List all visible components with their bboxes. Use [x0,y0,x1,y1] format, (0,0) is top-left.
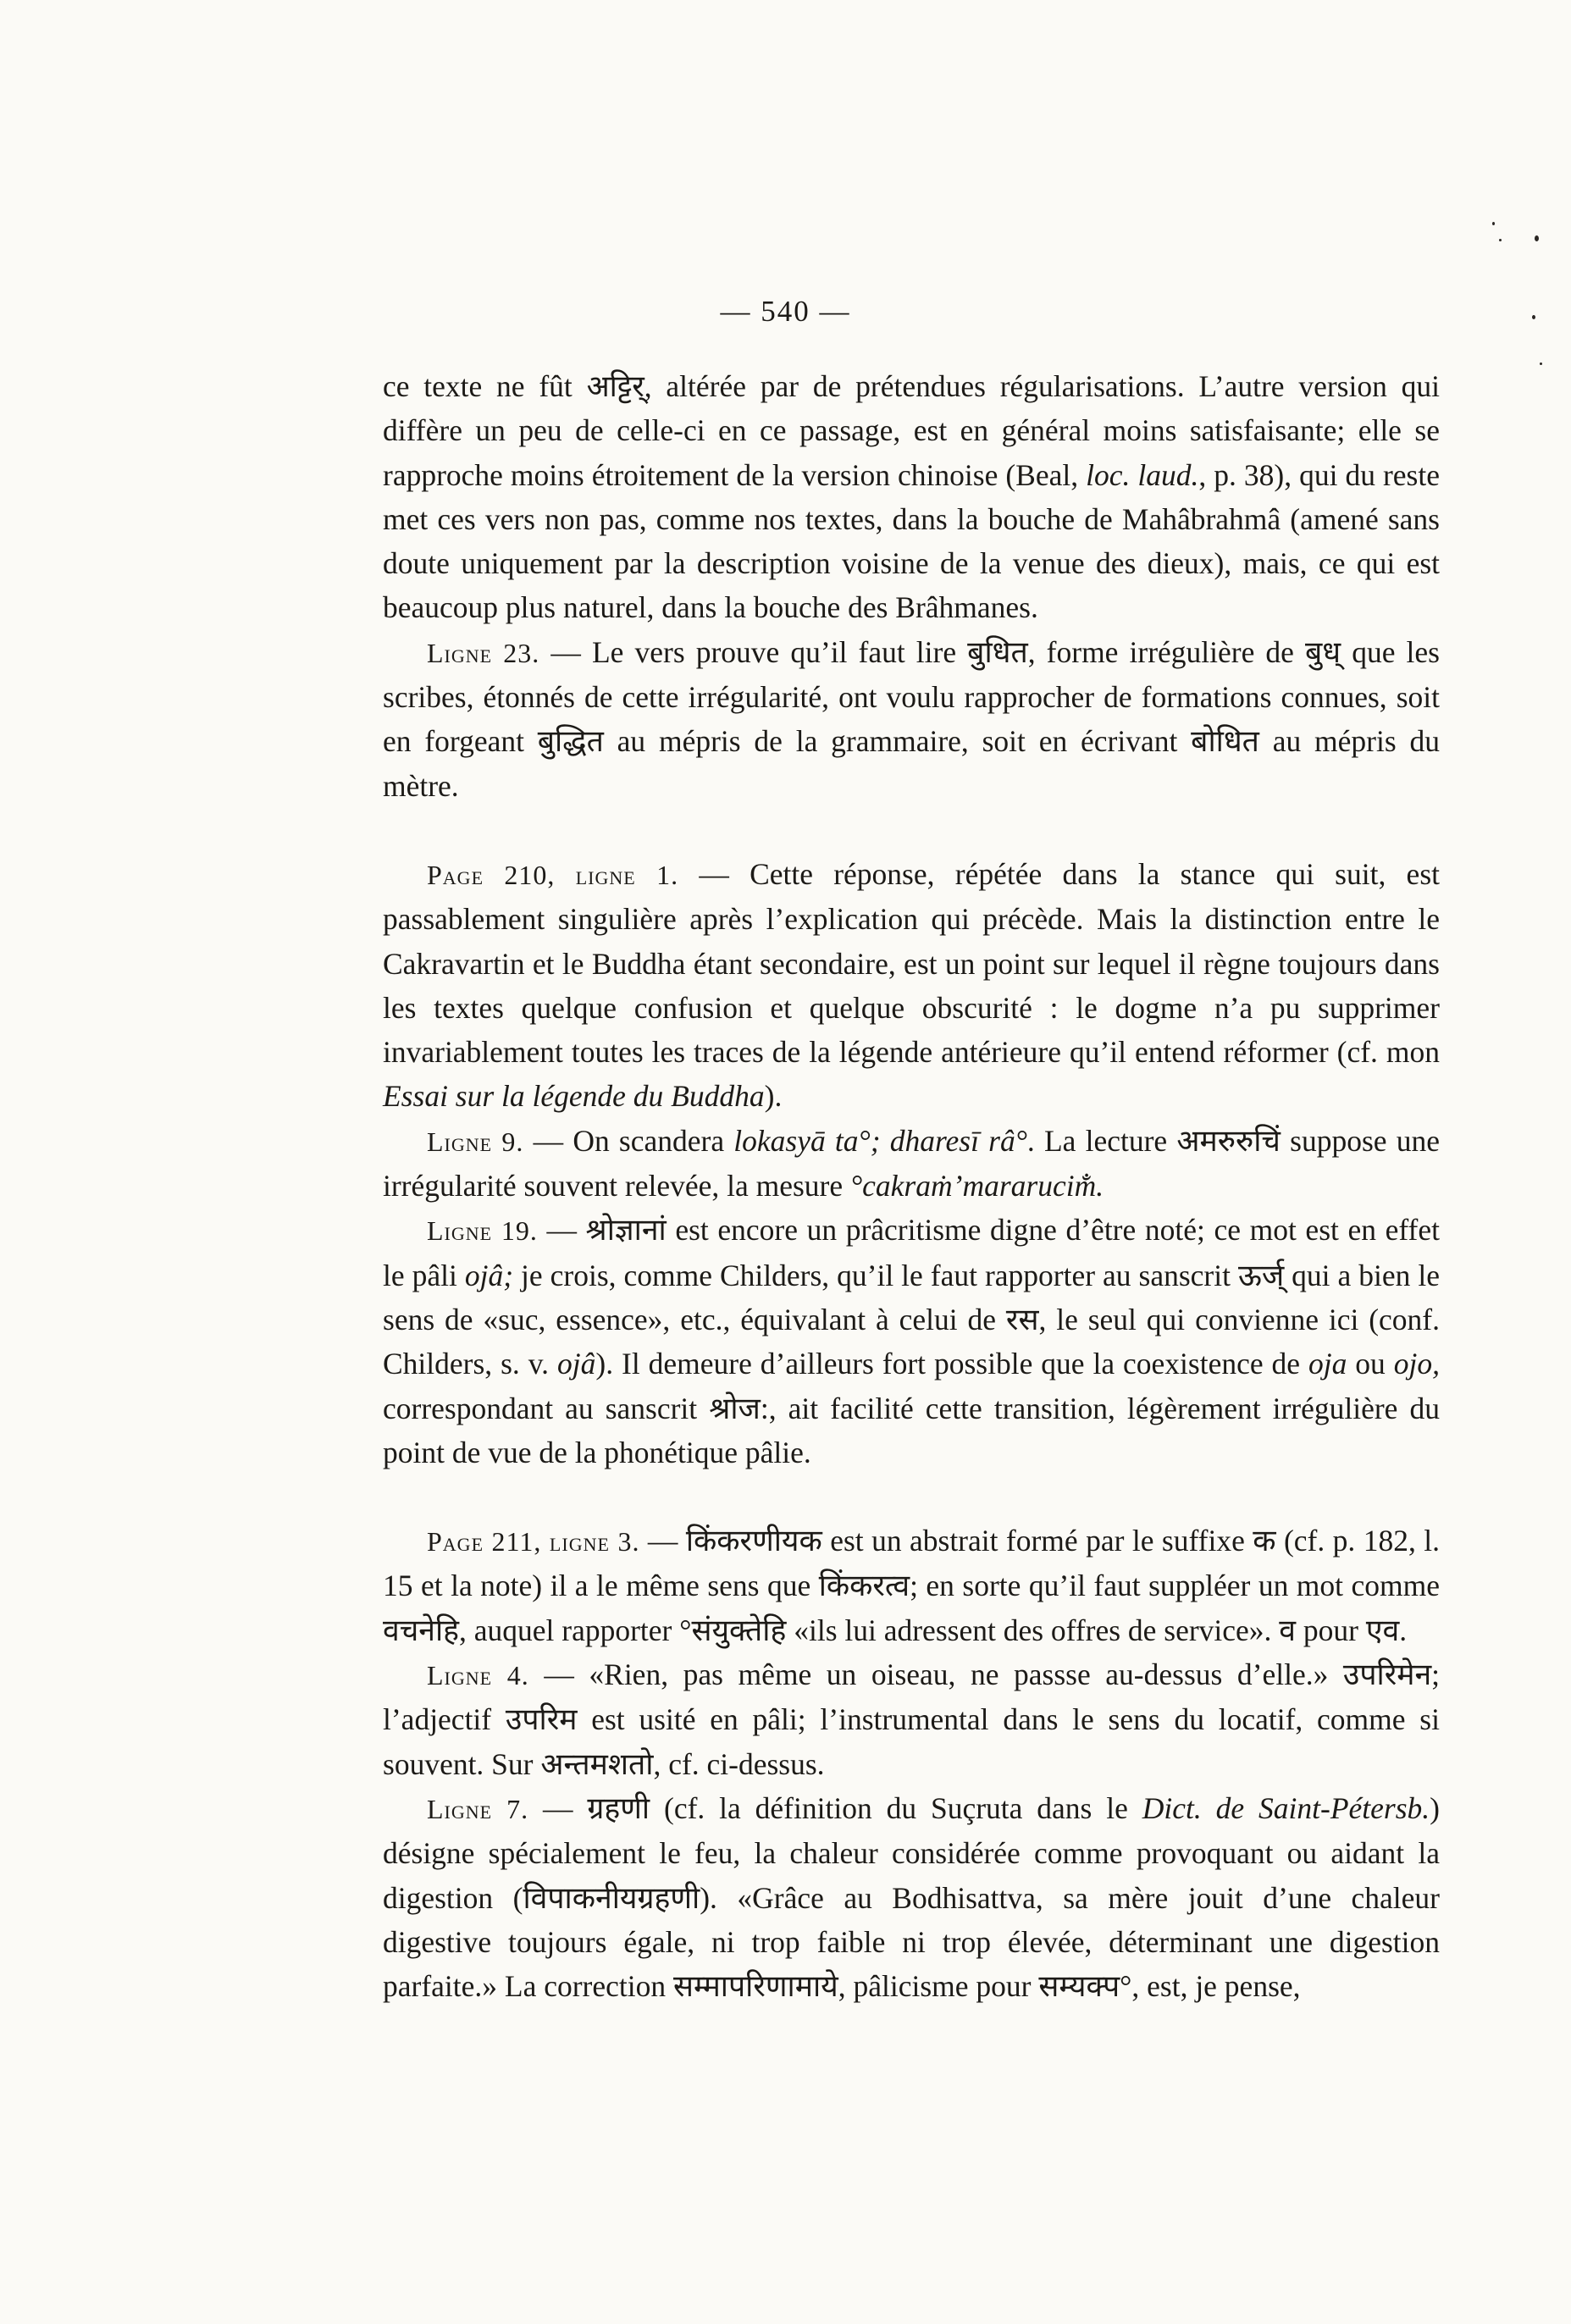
italic-text: ojo, [1393,1347,1440,1381]
italic-text: Essai sur la légende du Buddha [383,1079,765,1114]
text-run: ce texte ne fût अट्टिर्, altérée par de prétendues régularisations. L’autre version qui diffère un peu de celle-ci en ce passage, est en général moins satisfaisante; elle se rapproche moins étroitement de la version chinoise (Beal, [383,369,1440,492]
text-run: correspondant au sanscrit श्रोज:, ait facilité cette transition, légèrement irrégulière du point de vue de la phonétique pâlie. [383,1391,1440,1469]
italic-text: ojâ; [464,1258,514,1292]
paragraph [383,364,1440,630]
section-reference: Ligne 4. [427,1660,529,1691]
speck [1540,362,1542,365]
section-reference: Ligne 19. [427,1215,538,1247]
paragraph [383,1208,1440,1475]
italic-text: Dict. de Saint-Pétersb. [1142,1790,1430,1825]
paragraph [383,1652,1440,1786]
italic-text: °cakraṁ’mararucim̐. [849,1169,1104,1204]
section-reference: Ligne 23. [427,637,540,668]
text-run: . La lecture अमरुरुचिं suppose une irrégularité souvent relevée, la mesure [383,1123,1440,1204]
text-run: — श्रोज्ञानां est encore un prâcritisme digne d’être noté; ce mot est en effet le pâli [383,1213,1440,1292]
text-run: — On scandera [523,1123,734,1158]
text-run: — Le vers prouve qu’il faut lire बुधित, forme irrégulière de बुध् que les scribes, étonnés de cette irrégularité, ont voulu rapprocher de formations connues, soit en forgeant बुद्धित au mépris de la grammaire, soit en écrivant बोधित au mépris du mètre. [383,634,1440,803]
paragraph [383,630,1440,808]
paragraph [383,1119,1440,1209]
text-run: , p. 38), qui du reste met ces vers non pas, comme nos textes, dans la bouche de Mahâbrahmâ (amené sans doute uniquement par la description voisine de la venue des dieux), mais, ce qui est beaucoup plus naturel, dans la bouche des Brâhmanes. [383,457,1440,625]
italic-text: ojâ [557,1347,596,1381]
text-body [383,364,1440,2008]
text-run: — किंकरणीयक est un abstrait formé par le suffixe क (cf. p. 182, l. 15 et la note) il a le même sens que किंकरत्व; en sorte qu’il faut suppléer un mot comme वचनेहि, auquel rapporter °संयुक्तेहि «ils lui adressent des offres de service». व pour एव. [383,1524,1440,1647]
text-run: — ग्रहणी (cf. la définition du Suçruta dans le [528,1790,1142,1825]
italic-text: loc. laud. [1086,457,1199,492]
section-reference: Page 211, ligne 3. [427,1526,640,1558]
paragraph [383,852,1440,1119]
italic-text: lokasyā ta°; dharesī râ° [733,1123,1027,1158]
speck [1499,239,1502,241]
text-run: je crois, comme Childers, qu’il le faut rapporter au sanscrit ऊर्ज् qui a bien le sens de «suc, essence», etc., équivalant à celui de रस, le seul qui convienne ici (conf. Childers, s. v. [383,1258,1440,1381]
paragraph [383,1786,1440,2008]
text-run: ou [1347,1347,1394,1381]
section-reference: Page 210, ligne 1. [427,859,679,890]
section-reference: Ligne 7. [427,1793,529,1824]
text-run: ). [764,1079,783,1114]
page-number: — 540 — [720,295,851,328]
text-run: ) désigne spécialement le feu, la chaleur considérée comme provoquant ou aidant la digestion (विपाकनीयग्रहणी). «Grâce au Bodhisattva, sa mère jouit d’une chaleur digestive toujours égale, ni trop faible ni trop élevée, déterminant une digestion parfaite.» La correction सम्मापरिणामाये, pâlicisme pour सम्यक्प°, est, je pense, [383,1790,1440,2004]
speck [1535,235,1539,241]
text-run: — «Rien, pas même un oiseau, ne passse au-dessus d’elle.» उपरिमेन; l’adjectif उपरिम est usité en pâli; l’instrumental dans le sens du locatif, comme si souvent. Sur अन्तमशतो, cf. ci-dessus. [383,1657,1441,1781]
italic-text: oja [1308,1347,1347,1381]
section-reference: Ligne 9. [427,1126,524,1157]
text-run: ). Il demeure d’ailleurs fort possible que la coexistence de [595,1347,1308,1381]
paragraph [383,1519,1440,1652]
text-run: — Cette réponse, répétée dans la stance qui suit, est passablement singulière après l’explication qui précède. Mais la distinction entre le Cakravartin et le Buddha étant secondaire, est un point sur lequel il règne toujours dans les textes quelque confusion et quelque obscurité : le dogme n’a pu supprimer invariablement toutes les traces de la légende antérieure qu’il entend réformer (cf. mon [383,856,1440,1070]
speck [1532,315,1535,319]
speck [1492,222,1495,225]
